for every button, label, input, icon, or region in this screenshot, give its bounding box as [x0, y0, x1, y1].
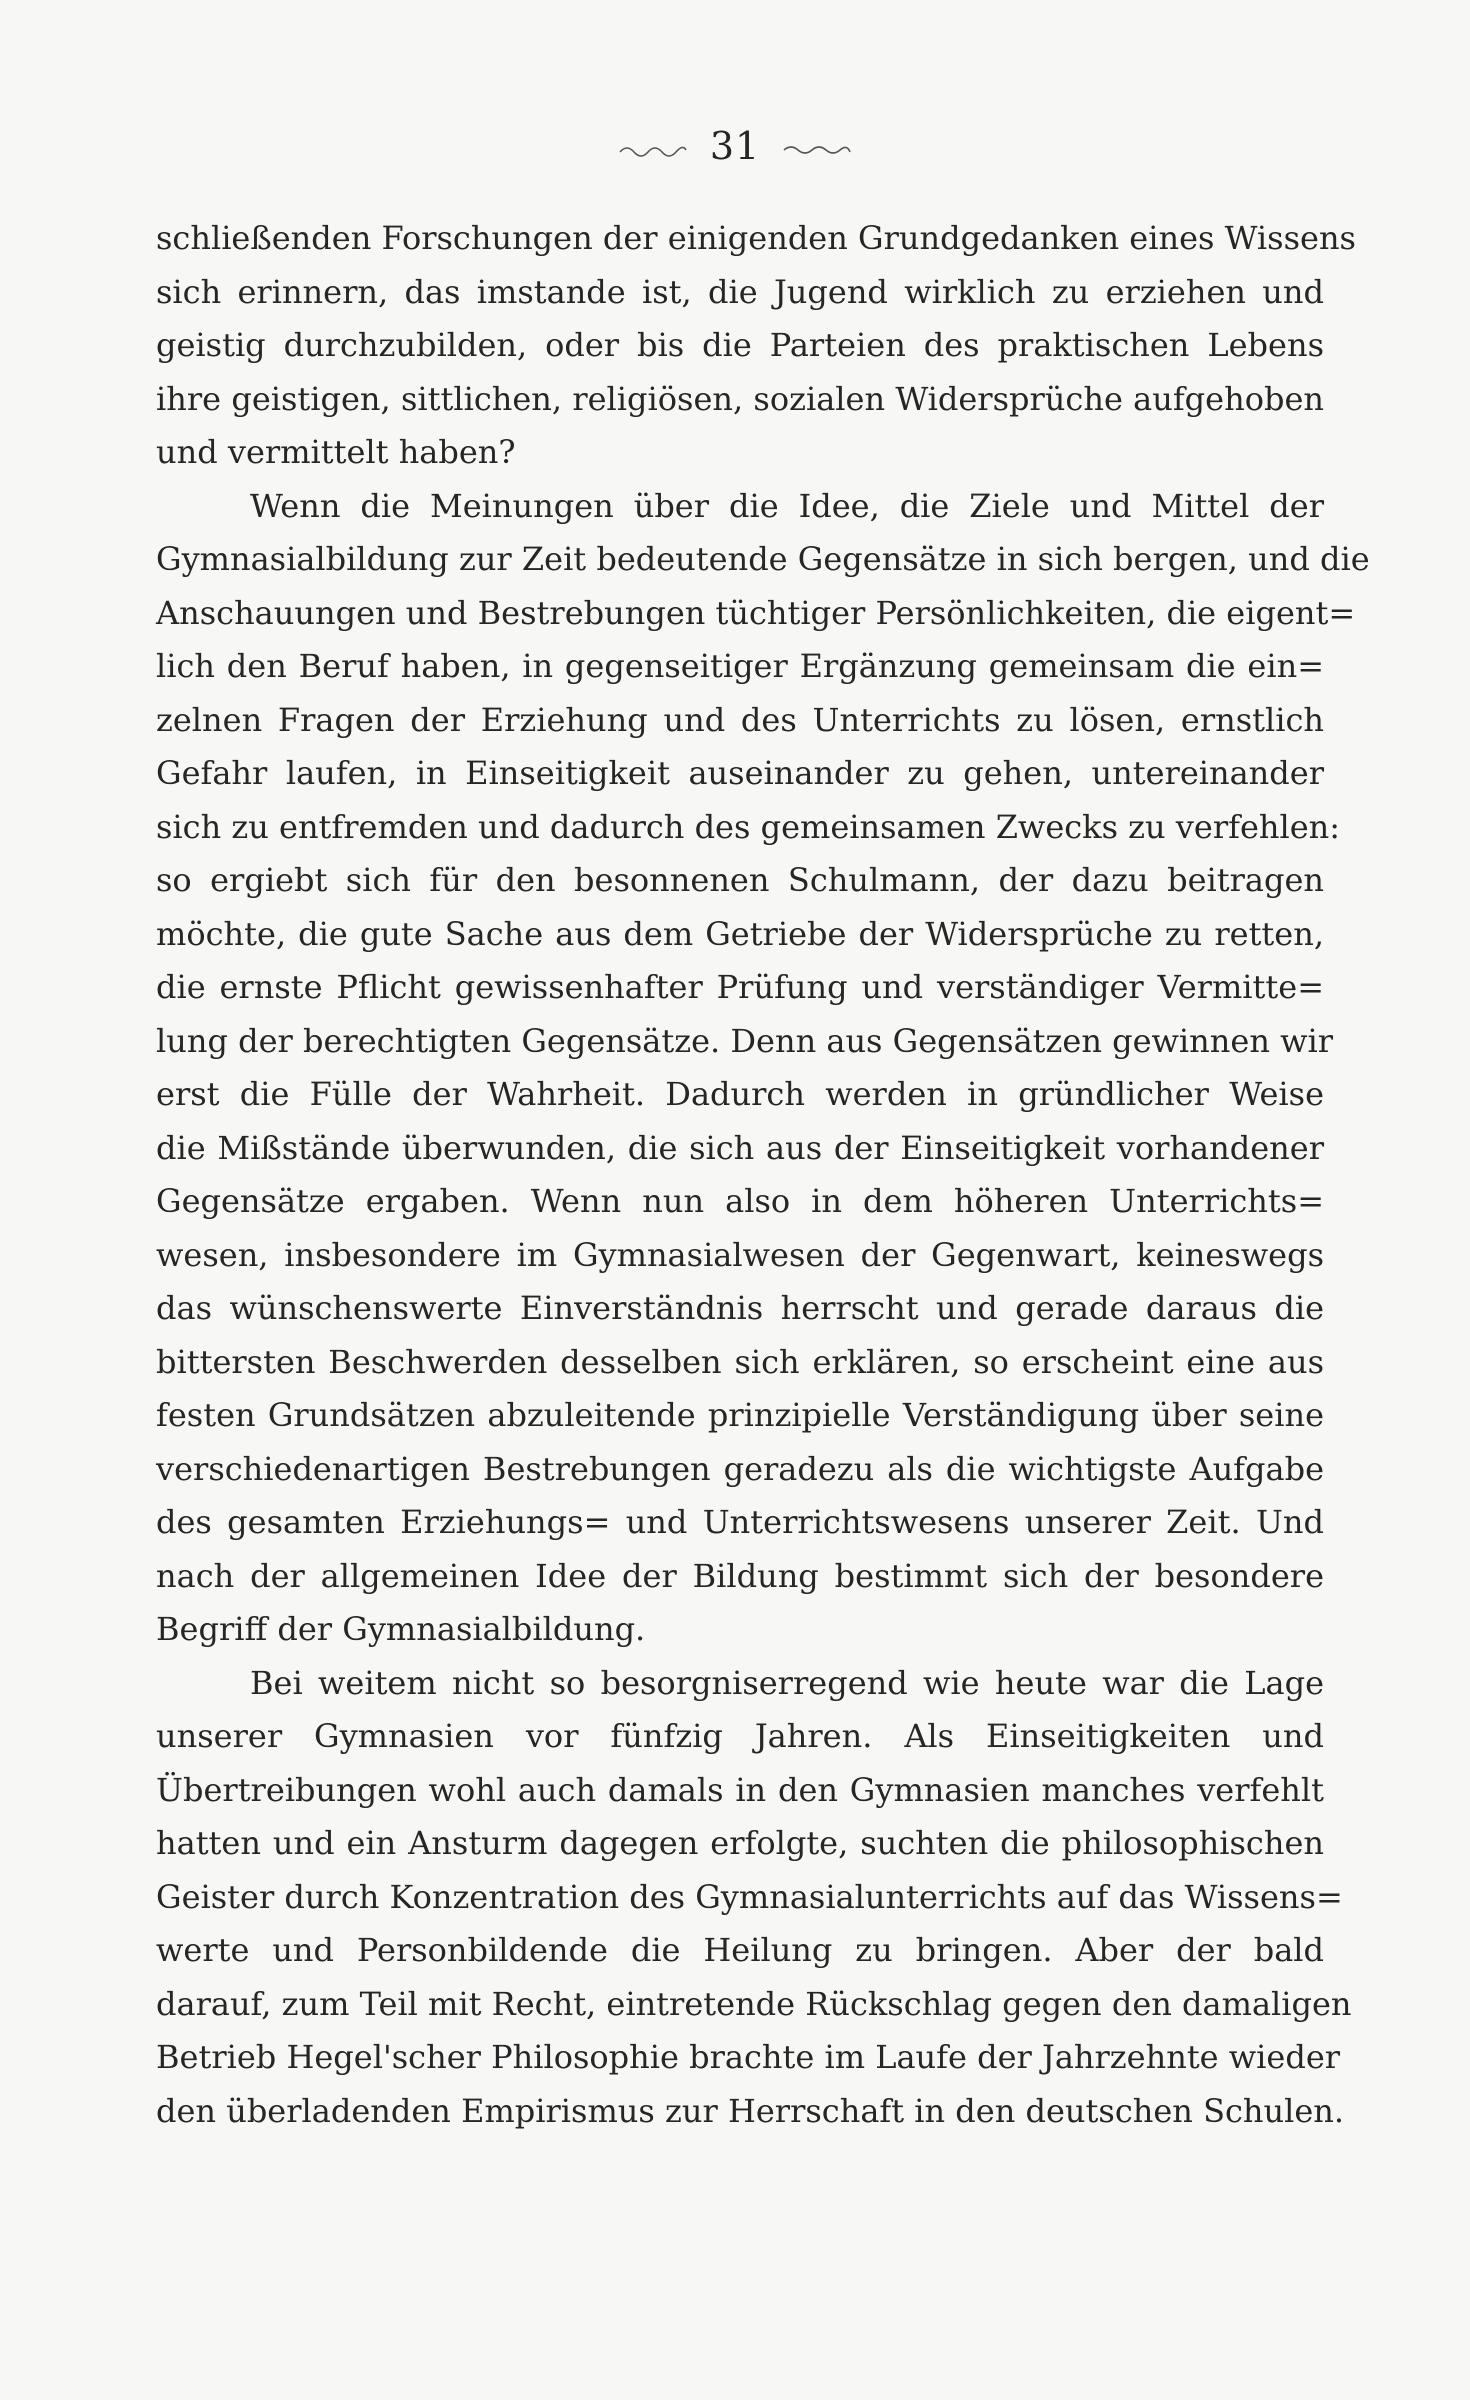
text-line: Gegensätze ergaben. Wenn nun also in dem höheren Unterrichts= [156, 1182, 1324, 1220]
text-line: sich zu entfremden und dadurch des gemeinsamen Zwecks zu verfehlen: [156, 807, 1341, 846]
text-line: schließenden Forschungen der einigenden Grundgedanken eines Wissens [156, 219, 1356, 257]
text-line: die Mißstände überwunden, die sich aus der Einseitigkeit vorhandener [156, 1128, 1324, 1167]
text-line: den überladenden Empirismus zur Herrschaft in den deutschen Schulen. [156, 2091, 1345, 2130]
page-number: 31 [709, 124, 761, 168]
text-line: Übertreibungen wohl auch damals in den Gymnasien manches verfehlt [156, 1770, 1324, 1809]
text-line: möchte, die gute Sache aus dem Getriebe der Widersprüche zu retten, [156, 914, 1324, 953]
text-line: unserer Gymnasien vor fünfzig Jahren. Als Einseitigkeiten und [156, 1717, 1324, 1755]
text-line: verschiedenartigen Bestrebungen geradezu als die wichtigste Aufgabe [156, 1449, 1324, 1488]
text-line: die ernste Pflicht gewissenhafter Prüfung und verständiger Vermitte= [156, 968, 1324, 1006]
text-line: wesen, insbesondere im Gymnasialwesen der Gegenwart, keineswegs [156, 1235, 1324, 1274]
text-line: Wenn die Meinungen über die Idee, die Ziele und Mittel der [250, 486, 1324, 525]
text-line: Gefahr laufen, in Einseitigkeit auseinander zu gehen, untereinander [156, 754, 1324, 792]
text-line: darauf, zum Teil mit Recht, eintretende Rückschlag gegen den damaligen [156, 1984, 1352, 2023]
text-line: Anschauungen und Bestrebungen tüchtiger Persönlichkeiten, die eigent= [156, 593, 1356, 632]
text-line: bittersten Beschwerden desselben sich erklären, so erscheint eine aus [156, 1342, 1324, 1381]
text-line: erst die Fülle der Wahrheit. Dadurch werden in gründlicher Weise [156, 1075, 1324, 1113]
text-line: und vermittelt haben? [156, 433, 516, 471]
text-line: sich erinnern, das imstande ist, die Jugend wirklich zu erziehen und [156, 272, 1324, 311]
text-line: das wünschenswerte Einverständnis herrscht und gerade daraus die [156, 1289, 1324, 1327]
text-line: Gymnasialbildung zur Zeit bedeutende Gegensätze in sich bergen, und die [156, 540, 1370, 578]
text-line: hatten und ein Ansturm dagegen erfolgte, suchten die philosophischen [156, 1824, 1324, 1862]
right-ornament-icon [782, 140, 852, 160]
text-line: nach der allgemeinen Idee der Bildung bestimmt sich der besondere [156, 1556, 1324, 1595]
text-line: festen Grundsätzen abzuleitende prinzipielle Verständigung über seine [156, 1396, 1324, 1434]
text-line: werte und Personbildende die Heilung zu bringen. Aber der bald [156, 1931, 1324, 1969]
text-line: geistig durchzubilden, oder bis die Parteien des praktischen Lebens [156, 326, 1324, 364]
text-line: Geister durch Konzentration des Gymnasialunterrichts auf das Wissens= [156, 1877, 1343, 1916]
text-line: zelnen Fragen der Erziehung und des Unterrichts zu lösen, ernstlich [156, 700, 1324, 739]
text-line: lung der berechtigten Gegensätze. Denn aus Gegensätzen gewinnen wir [156, 1021, 1334, 1060]
text-line: Betrieb Hegel'scher Philosophie brachte im Laufe der Jahrzehnte wieder [156, 2038, 1341, 2076]
text-line: Bei weitem nicht so besorgniserregend wie heute war die Lage [250, 1663, 1324, 1702]
body-text [156, 212, 1370, 2138]
text-line: des gesamten Erziehungs= und Unterrichtswesens unserer Zeit. Und [156, 1503, 1324, 1541]
text-line: lich den Beruf haben, in gegenseitiger Ergänzung gemeinsam die ein= [156, 647, 1324, 685]
text-line: Begriff der Gymnasialbildung. [156, 1610, 646, 1648]
text-line: so ergiebt sich für den besonnenen Schulmann, der dazu beitragen [156, 861, 1324, 899]
left-ornament-icon [618, 140, 688, 160]
text-line: ihre geistigen, sittlichen, religiösen, sozialen Widersprüche aufgehoben [156, 379, 1324, 418]
page-header [0, 118, 1470, 174]
